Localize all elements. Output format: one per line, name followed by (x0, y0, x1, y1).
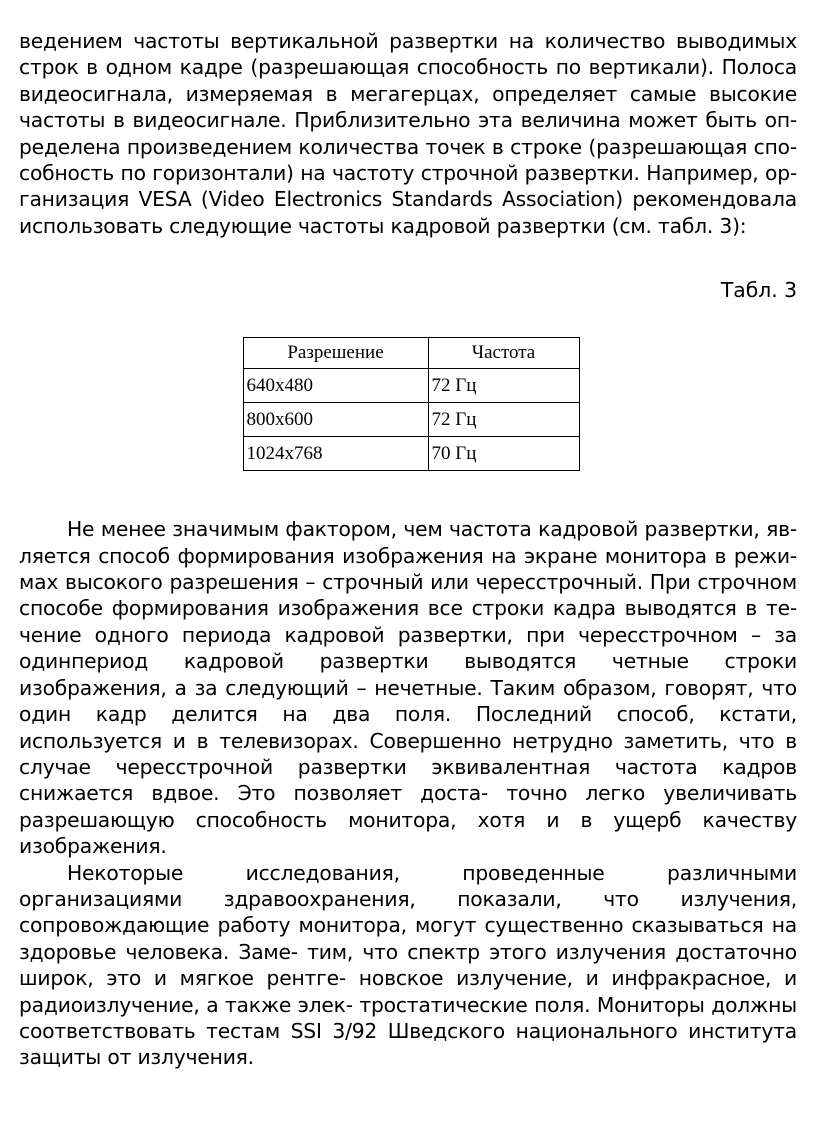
header-resolution: Разрешение (243, 338, 428, 369)
paragraph-radiation: Некоторые исследования, проведенные различными организациями здравоохранения, показали, что излучения, сопровождающие работу монитора, могут существенно сказываться на здоровье человека. Заме- тим, что спектр этого излучения достаточно широк, это и мягкое рентге- новское излучение, и инфракрасное, и радиоизлучение, а также элек- тростатические поля. Мониторы должны соответствовать тестам SSI 3/92 Шведского национального института защиты от излучения. (19, 860, 797, 1070)
table-row (243, 437, 579, 471)
header-frequency: Частота (428, 338, 579, 369)
cell-resolution: 640x480 (243, 369, 428, 403)
cell-resolution: 1024x768 (243, 437, 428, 471)
table-container (19, 337, 797, 471)
cell-resolution: 800x600 (243, 403, 428, 437)
body-text (19, 516, 797, 1071)
table-header-row (243, 338, 579, 369)
cell-frequency: 72 Гц (428, 369, 579, 403)
table-caption: Табл. 3 (720, 278, 797, 303)
paragraph-top: ведением частоты вертикальной развертки на количество выводимых строк в одном кадре (разрешающая способность по вертикали). Полоса видеосигнала, измеряемая в мегагерцах, определяет самые высокие частоты в видеосигнале. Приблизительно эта величина может быть оп- ределена произведением количества точек в строке (разрешающая спо- собность по горизонтали) на частоту строчной развертки. Например, ор- ганизация VESA (Video Electronics Standards Association) рекомендовала использовать следующие частоты кадровой развертки (см. табл. 3): (19, 29, 797, 238)
table-row (243, 403, 579, 437)
frequency-table (243, 337, 580, 471)
table-row (243, 369, 579, 403)
cell-frequency: 70 Гц (428, 437, 579, 471)
paragraph-scan-methods: Не менее значимым фактором, чем частота кадровой развертки, яв- ляется способ формирования изображения на экране монитора в режи- мах высокого разрешения – строчный или чересстрочный. При строчном способе формирования изображения все строки кадра выводятся в те- чение одного периода кадровой развертки, при чересстрочном – за одинпериод кадровой развертки выводятся четные строки изображения, а за следующий – нечетные. Таким образом, говорят, что один кадр делится на два поля. Последний способ, кстати, используется и в телевизорах. Совершенно нетрудно заметить, что в случае чересстрочной развертки эквивалентная частота кадров снижается вдвое. Это позволяет доста- точно легко увеличивать разрешающую способность монитора, хотя и в ущерб качеству изображения. (19, 517, 797, 859)
cell-frequency: 72 Гц (428, 403, 579, 437)
document-page (19, 28, 797, 1071)
